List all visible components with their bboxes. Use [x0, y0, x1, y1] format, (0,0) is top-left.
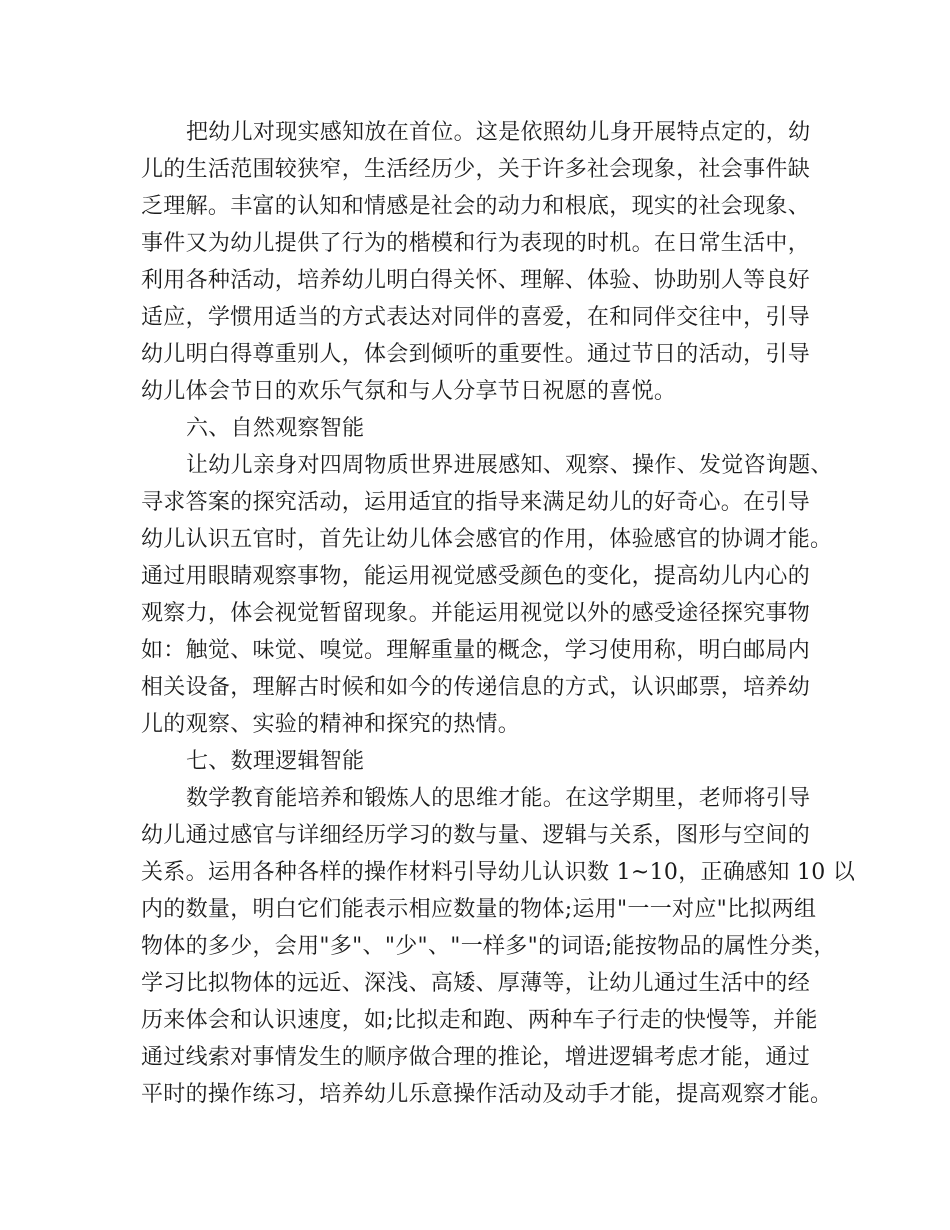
text-line: 历来体会和认识速度，如;比拟走和跑、两种车子行走的快慢等，并能	[141, 1008, 818, 1033]
text-line: 内的数量，明白它们能表示相应数量的物体;运用"一一对应"比拟两组	[141, 897, 817, 922]
section-heading: 六、自然观察智能	[186, 416, 365, 441]
text-line: 物体的多少，会用"多"、"少"、"一样多"的词语;能按物品的属性分类，	[141, 934, 836, 959]
text-line: 学习比拟物体的远近、深浅、高矮、厚薄等，让幼儿通过生活中的经	[141, 971, 811, 996]
text-line: 适应，学惯用适当的方式表达对同伴的喜爱，在和同伴交往中，引导	[141, 305, 811, 330]
text-line: 数学教育能培养和锻炼人的思维才能。在这学期里，老师将引导	[186, 786, 811, 811]
text-line: 利用各种活动，培养幼儿明白得关怀、理解、体验、协助别人等良好	[141, 268, 811, 293]
section-heading: 七、数理逻辑智能	[186, 749, 365, 774]
text-line: 如：触觉、味觉、嗅觉。理解重量的概念，学习使用称，明白邮局内	[141, 638, 811, 663]
text-line: 事件又为幼儿提供了行为的楷模和行为表现的时机。在日常生活中，	[141, 231, 811, 256]
text-line: 把幼儿对现实感知放在首位。这是依照幼儿身开展特点定的，幼	[186, 120, 811, 145]
text-line: 相关设备，理解古时候和如今的传递信息的方式，认识邮票，培养幼	[141, 675, 811, 700]
text-line: 通过用眼睛观察事物，能运用视觉感受颜色的变化，提高幼儿内心的	[141, 564, 811, 589]
text-line: 通过线索对事情发生的顺序做合理的推论，增进逻辑考虑才能，通过	[141, 1045, 811, 1070]
text-line: 儿的观察、实验的精神和探究的热情。	[141, 712, 521, 737]
text-line: 幼儿明白得尊重别人，体会到倾听的重要性。通过节日的活动，引导	[141, 342, 811, 367]
text-line: 关系。运用各种各样的操作材料引导幼儿认识数 1~10，正确感知 10 以	[141, 860, 856, 885]
text-line: 观察力，体会视觉暂留现象。并能运用视觉以外的感受途径探究事物	[141, 601, 811, 626]
text-line: 让幼儿亲身对四周物质世界进展感知、观察、操作、发觉咨询题、	[186, 453, 833, 478]
text-line: 平时的操作练习，培养幼儿乐意操作活动及动手才能，提高观察才能。	[141, 1082, 833, 1107]
text-line: 幼儿体会节日的欢乐气氛和与人分享节日祝愿的喜悦。	[141, 379, 677, 404]
text-line: 幼儿认识五官时，首先让幼儿体会感官的作用，体验感官的协调才能。	[141, 527, 833, 552]
text-line: 寻求答案的探究活动，运用适宜的指导来满足幼儿的好奇心。在引导	[141, 490, 811, 515]
text-line: 儿的生活范围较狭窄，生活经历少，关于许多社会现象，社会事件缺	[141, 157, 811, 182]
text-line: 乏理解。丰富的认知和情感是社会的动力和根底，现实的社会现象、	[141, 194, 811, 219]
text-line: 幼儿通过感官与详细经历学习的数与量、逻辑与关系，图形与空间的	[141, 823, 811, 848]
